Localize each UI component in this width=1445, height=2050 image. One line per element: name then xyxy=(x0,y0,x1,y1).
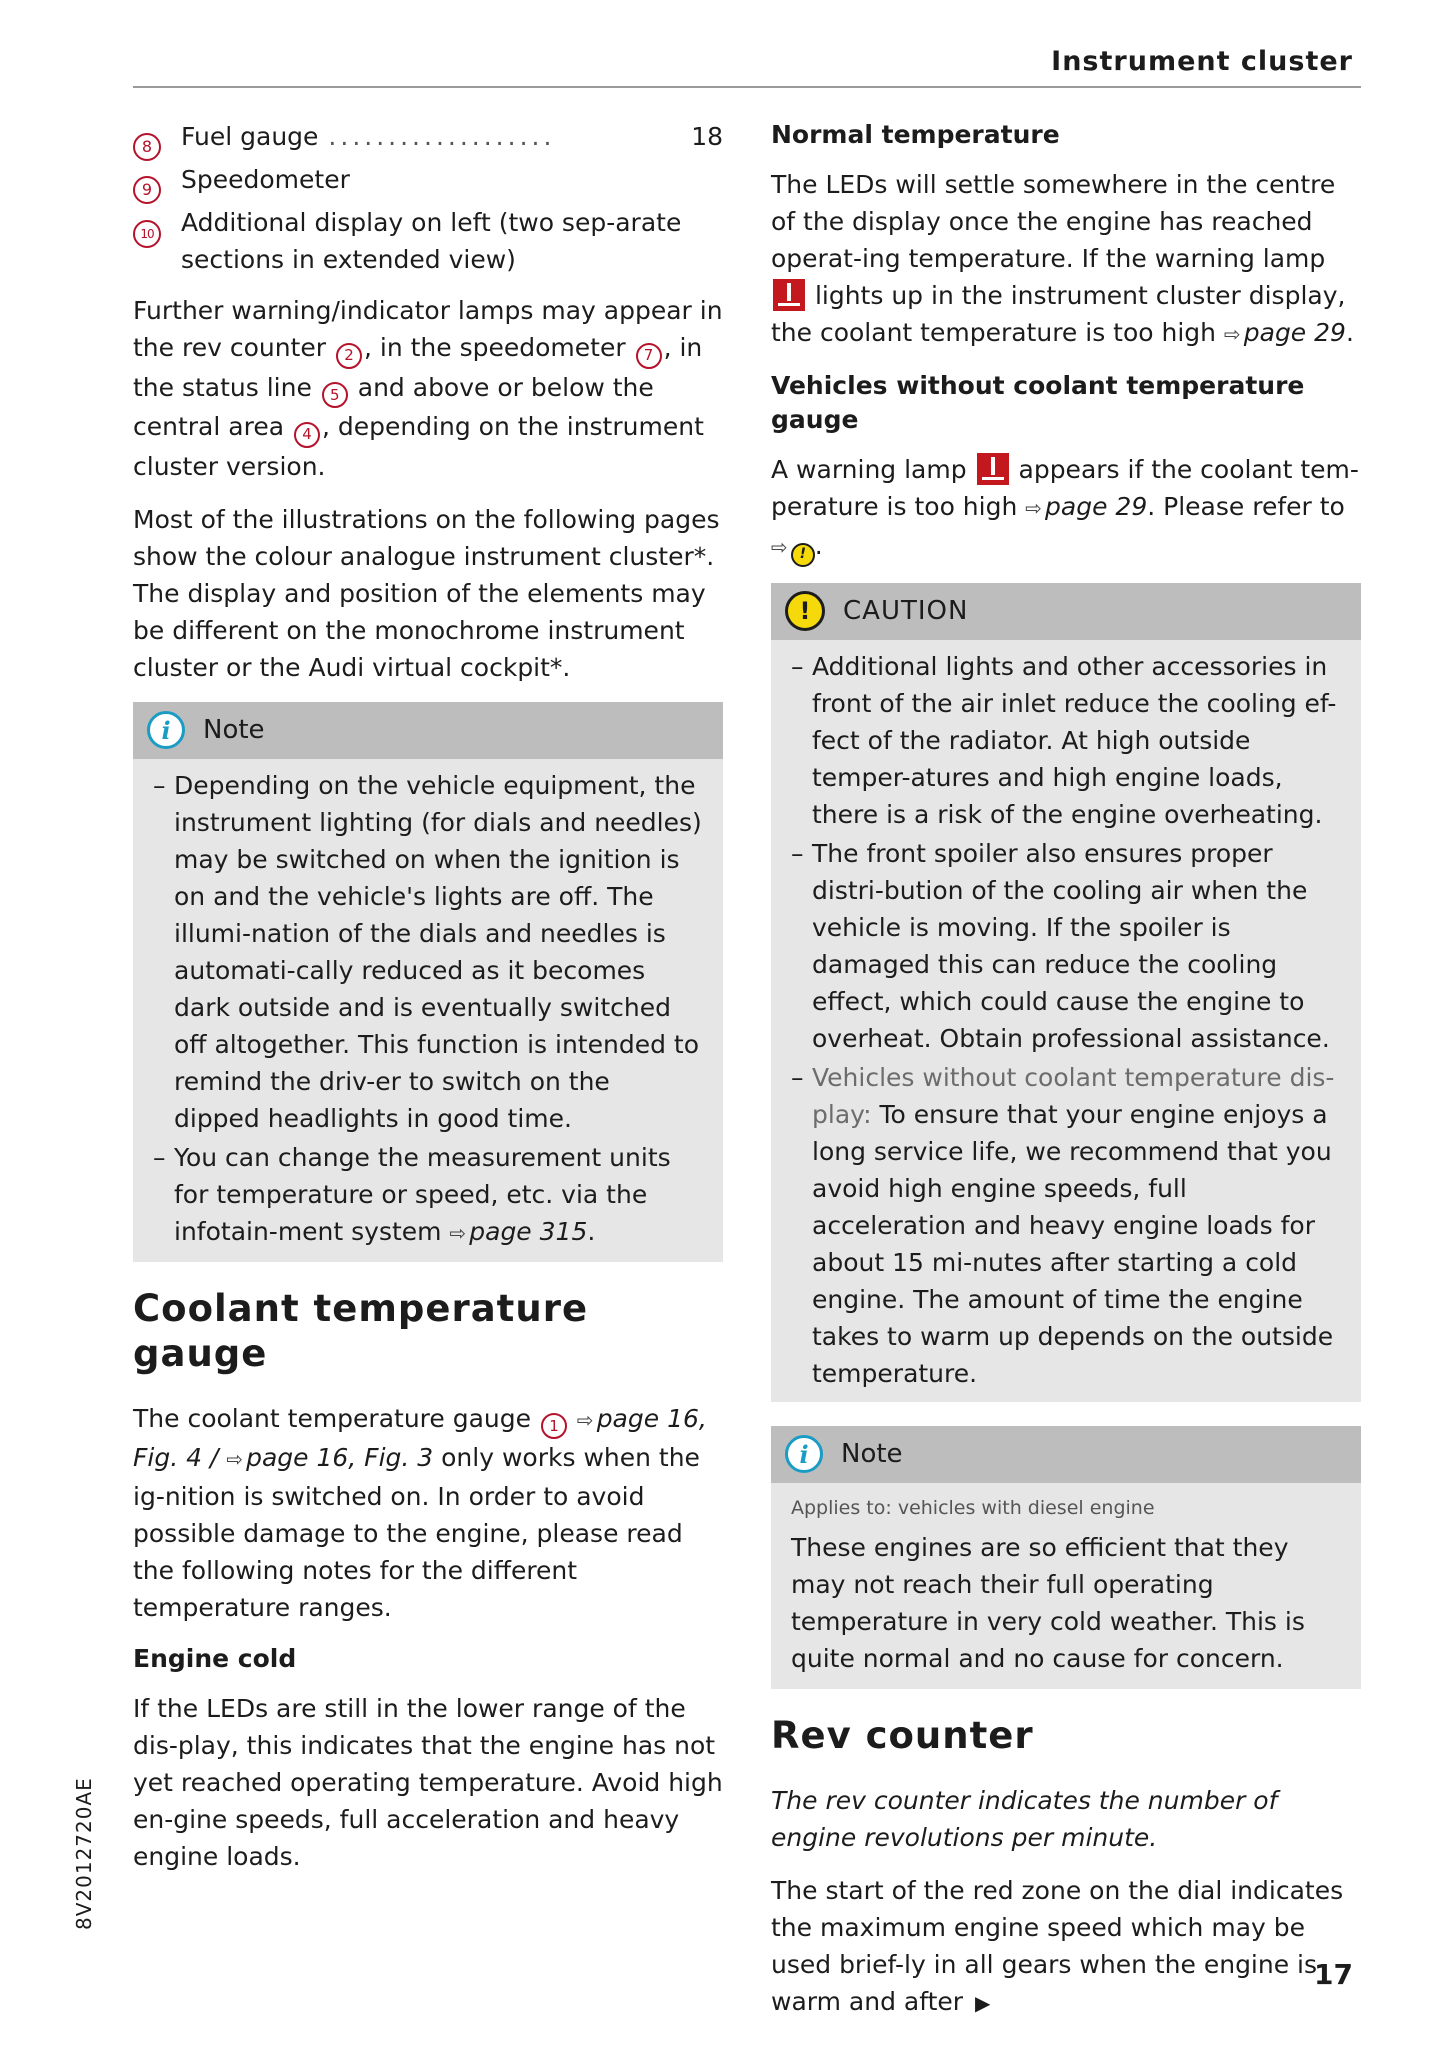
legend-label: Additional display on left (two sep-arate sections in extended view) xyxy=(181,208,682,274)
arrow-right-icon: ⇨ xyxy=(771,535,788,559)
subheading-without-gauge: Vehicles without coolant temperature gauge xyxy=(771,371,1305,434)
paragraph-illustrations: Most of the illustrations on the following pages show the colour analogue instrument cluster*. The display and position of the elements may be different on the monochrome instrument cluster or the Audi virtual cockpit*. xyxy=(133,504,720,682)
legend-item xyxy=(133,204,723,278)
coolant-warning-icon xyxy=(773,279,805,311)
legend-page: 18 xyxy=(691,122,723,151)
section-heading-rev-counter: Rev counter xyxy=(771,1713,1034,1757)
caution-item: – Additional lights and other accessories in front of the air inlet reduce the cooling ef-fect of the radiator. At high outside temper-atures and high engine loads, there is a risk of the engine overheating. xyxy=(791,648,1341,833)
lead-rev-counter: The rev counter indicates the number of engine revolutions per minute. xyxy=(771,1785,1278,1852)
callout-number: 8 xyxy=(133,133,161,161)
callout-number: 5 xyxy=(322,382,348,408)
legend-item xyxy=(133,161,723,204)
continue-arrow-icon: ▶ xyxy=(975,1990,991,2015)
page-reference[interactable]: ⇨ page 29 xyxy=(1223,318,1346,347)
info-icon: i xyxy=(147,711,185,749)
caution-header xyxy=(771,583,1361,640)
paragraph-warning-lamps: Further warning/indicator lamps may appear in the rev counter 2 , in the speedometer 7 , in the status line 5 and above or below the central area 4 , depending on the instrument cluster version. xyxy=(133,296,723,481)
arrow-right-icon: ⇨ xyxy=(226,1447,244,1471)
coolant-warning-icon xyxy=(977,453,1009,485)
right-column xyxy=(771,118,1361,2038)
note-item: – Depending on the vehicle equipment, the instrument lighting (for dials and needles) may be switched on when the ignition is on and the vehicle's lights are off. The illumi-nation of the dials and needles is automati-cally reduced as it becomes dark outside and is eventually switched off altogether. This function is intended to remind the driv-er to switch on the dipped headlights in good time. xyxy=(153,767,703,1137)
document-code: 8V2012720AE xyxy=(72,1777,96,1930)
subheading-engine-cold: Engine cold xyxy=(133,1644,297,1673)
arrow-right-icon: ⇨ xyxy=(576,1407,594,1432)
paragraph-red-zone: The start of the red zone on the dial indicates the maximum engine speed which may be used brief-ly in all gears when the engine is warm and after ▶ xyxy=(771,1875,1344,2016)
note-header xyxy=(133,702,723,759)
section-heading-coolant: Coolant temperature gauge xyxy=(133,1286,589,1375)
callout-number: 10 xyxy=(133,220,161,248)
subheading-normal-temperature: Normal temperature xyxy=(771,120,1060,149)
note-item: – You can change the measurement units for temperature or speed, etc. via the infotain-ment system ⇨ page 315. xyxy=(153,1139,703,1252)
left-column xyxy=(133,118,723,1891)
callout-number: 1 xyxy=(541,1413,567,1439)
caution-reference[interactable] xyxy=(771,531,815,560)
callout-number: 2 xyxy=(336,343,362,369)
note-title: Note xyxy=(203,715,265,745)
info-icon: i xyxy=(785,1435,823,1473)
note-box-diesel xyxy=(771,1426,1361,1689)
legend-label: Speedometer xyxy=(181,165,350,194)
note-title: Note xyxy=(841,1439,903,1469)
arrow-right-icon: ⇨ xyxy=(1223,322,1241,346)
paragraph-without-gauge: A warning lamp appears if the coolant tem-perature is too high ⇨ page 29. Please refer to ⇨ ! . xyxy=(771,451,1361,567)
page-reference[interactable]: ⇨ page 16, Fig. 4 / xyxy=(133,1403,707,1472)
page-reference[interactable]: ⇨ page 16, Fig. 3 xyxy=(226,1443,434,1472)
warning-icon: ! xyxy=(791,543,815,567)
arrow-right-icon: ⇨ xyxy=(449,1220,467,1245)
caution-box xyxy=(771,583,1361,1402)
callout-number: 4 xyxy=(294,422,320,448)
warning-icon: ! xyxy=(785,591,825,631)
page-reference[interactable]: ⇨ page 315 xyxy=(449,1216,588,1246)
paragraph-coolant-gauge: The coolant temperature gauge 1 ⇨ page 16, Fig. 4 / ⇨ page 16, Fig. 3 only works when the ig-nition is switched on. In order to avoid possible damage to the engine, please read the following notes for the different temperature ranges. xyxy=(133,1403,707,1622)
caution-item: – Vehicles without coolant temperature dis-play: To ensure that your engine enjoys a long service life, we recommend that you avoid high engine speeds, full acceleration and heavy engine loads for about 15 mi-nutes after starting a cold engine. The amount of time the engine takes to warm up depends on the outside temperature. xyxy=(791,1059,1341,1392)
note-header xyxy=(771,1426,1361,1483)
page-reference[interactable]: ⇨ page 29 xyxy=(1025,492,1148,521)
applies-to-label: Applies to: vehicles with diesel engine xyxy=(791,1496,1155,1519)
legend-list xyxy=(133,118,723,278)
legend-label: Fuel gauge xyxy=(181,122,319,151)
running-header: Instrument cluster xyxy=(1051,46,1353,77)
page-number: 17 xyxy=(1314,1958,1353,1991)
caution-title: CAUTION xyxy=(843,596,969,626)
callout-number: 7 xyxy=(636,343,662,369)
note-box xyxy=(133,702,723,1262)
leader-dots: ................... xyxy=(328,122,556,151)
callout-number: 9 xyxy=(133,176,161,204)
legend-item xyxy=(133,118,723,161)
paragraph-engine-cold: If the LEDs are still in the lower range of the dis-play, this indicates that the engine has not yet reached operating temperature. Avoid high en-gine speeds, full acceleration and heavy engine loads. xyxy=(133,1694,723,1871)
paragraph-normal-temperature: The LEDs will settle somewhere in the centre of the display once the engine has reached operat-ing temperature. If the warning lamp lights up in the instrument cluster display, the coolant temperature is too high ⇨ page 29. xyxy=(771,170,1354,347)
arrow-right-icon: ⇨ xyxy=(1025,496,1043,520)
caution-item: – The front spoiler also ensures proper distri-bution of the cooling air when the vehicle is moving. If the spoiler is damaged this can reduce the cooling effect, which could cause the engine to overheat. Obtain professional assistance. xyxy=(791,835,1341,1057)
note-text: These engines are so efficient that they may not reach their full operating temperature in very cold weather. This is quite normal and no cause for concern. xyxy=(791,1532,1305,1673)
header-rule xyxy=(133,86,1361,88)
